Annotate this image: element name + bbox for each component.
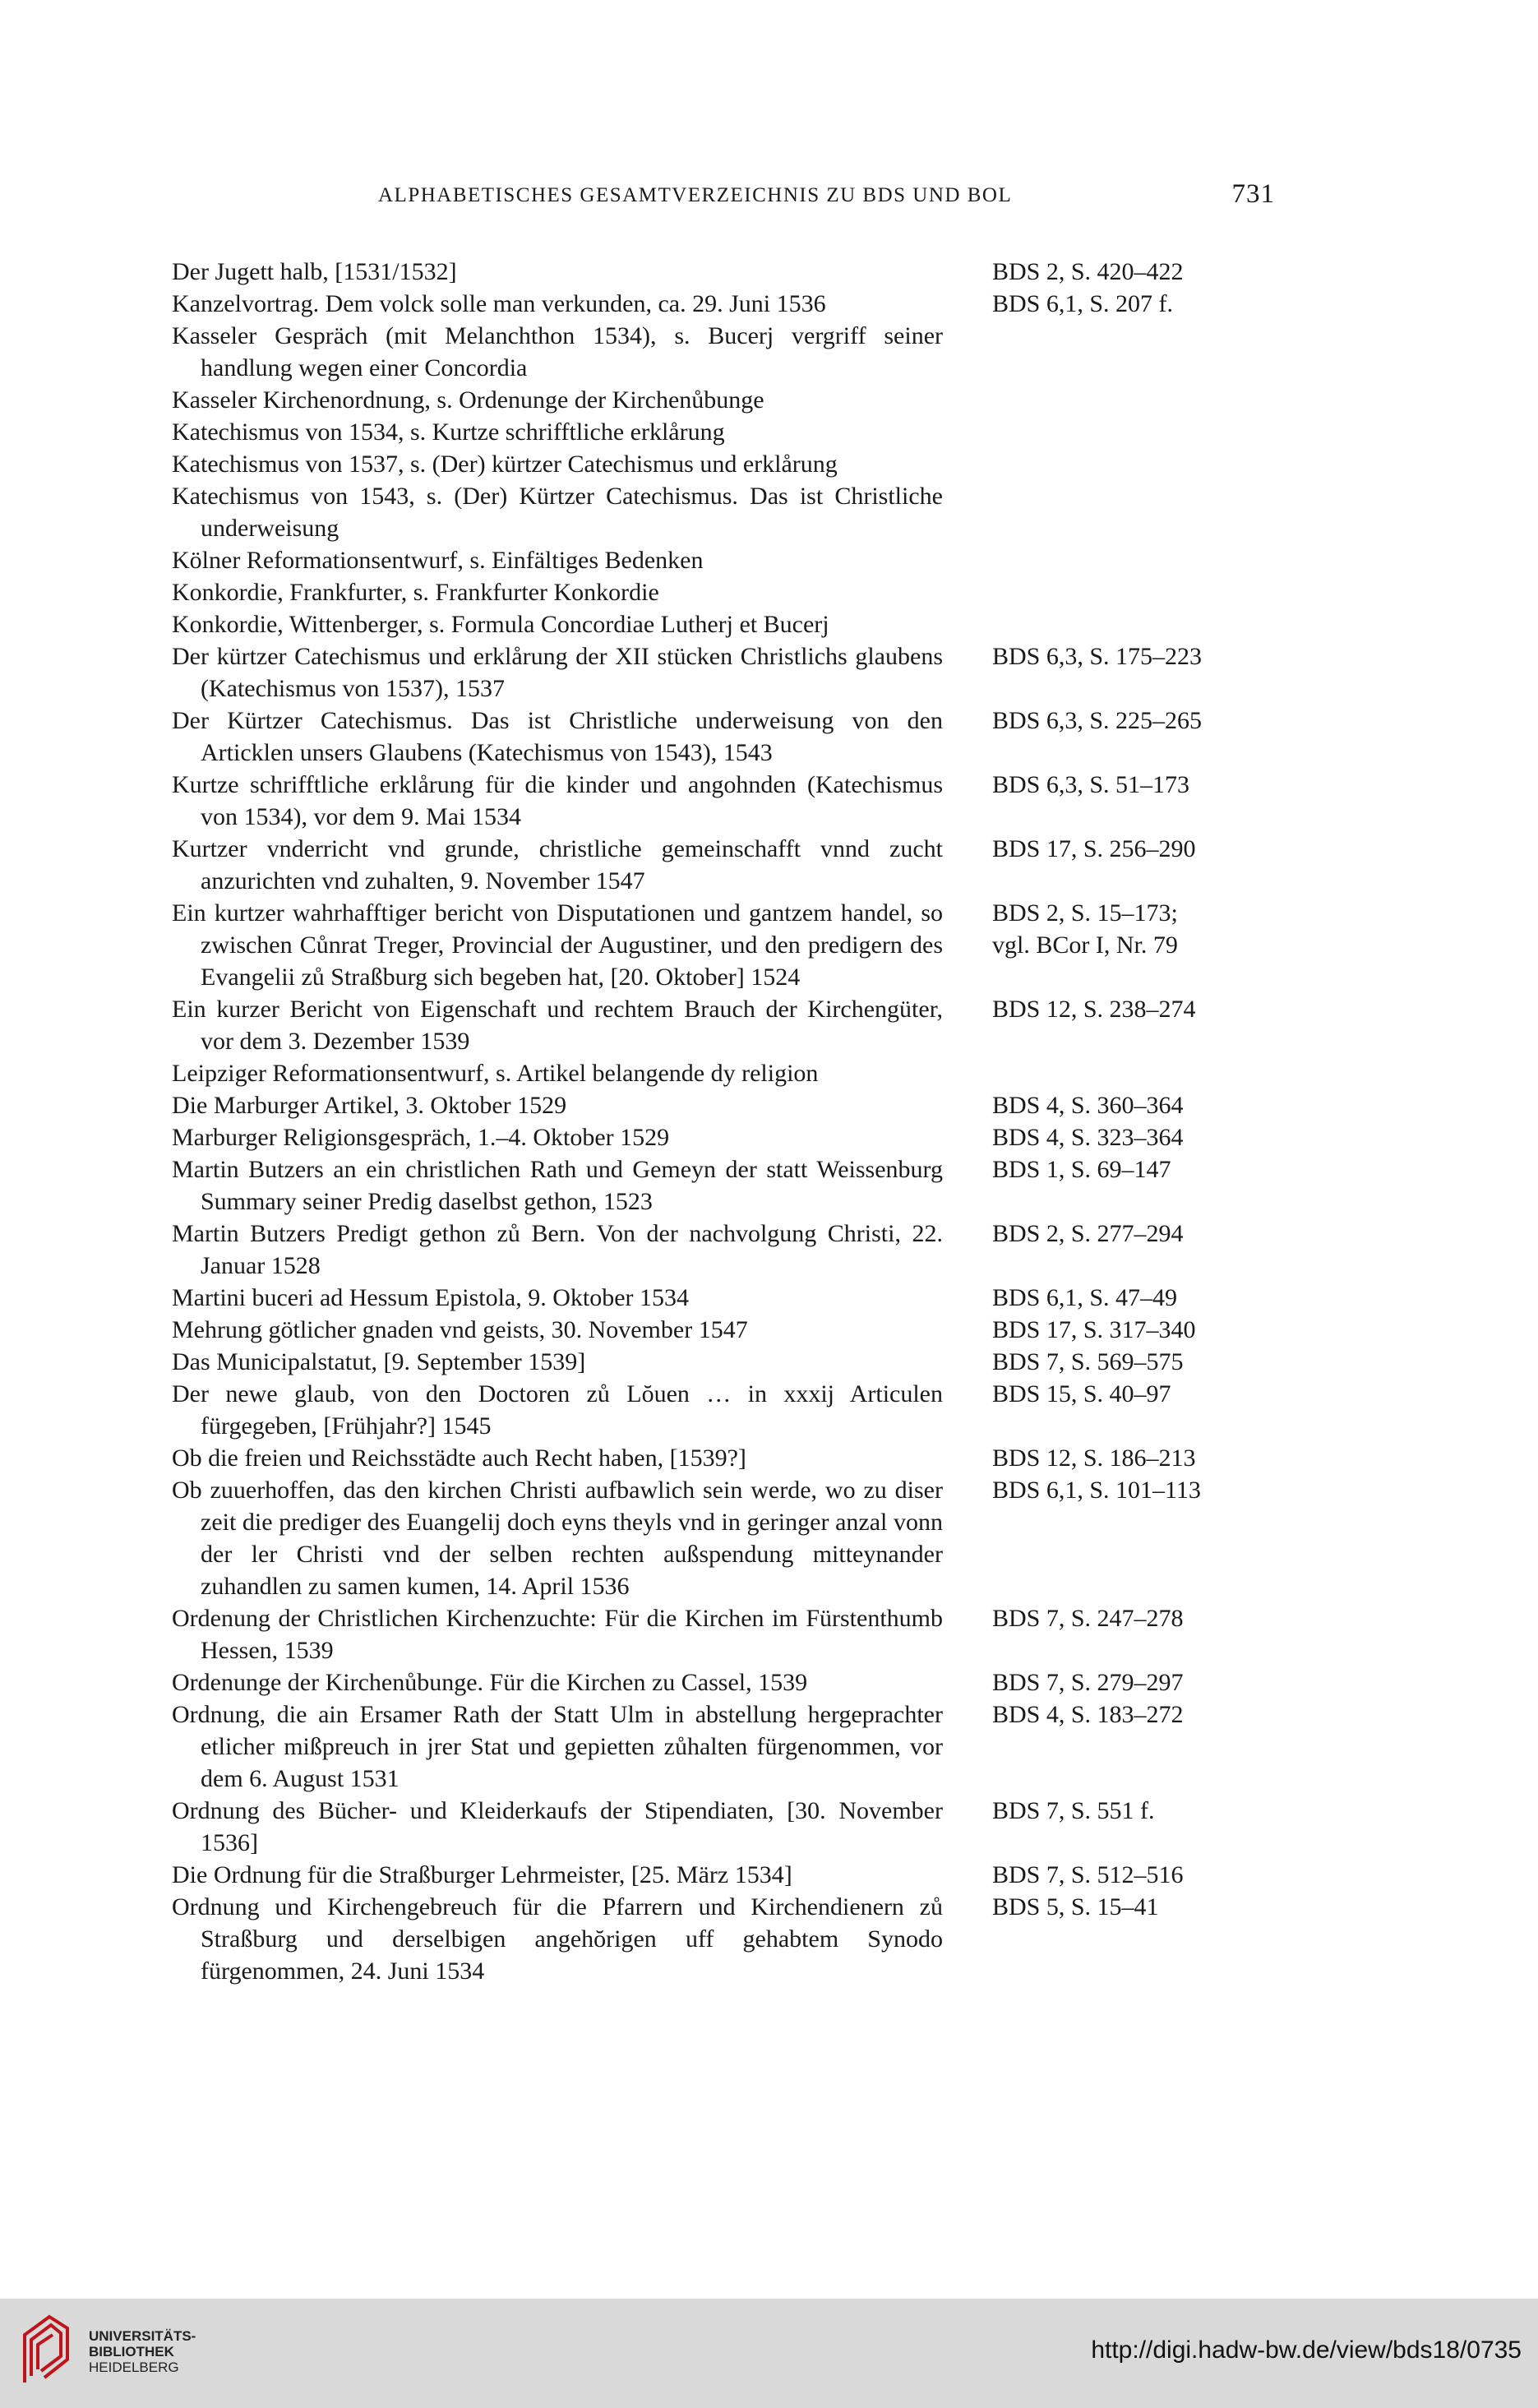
entry-reference: BDS 6,3, S. 225–265	[992, 707, 1203, 734]
entry-title: Kasseler Kirchenordnung, s. Ordenunge der Kirchenůbunge	[172, 386, 764, 414]
entry-title: Ordnung, die ain Ersamer Rath der Statt Ulm in abstellung hergeprachter etlicher mißpreuch in jrer Stat und gepietten zůhalten fürgenommen, vor dem 6. August 1531	[172, 1701, 943, 1792]
entry-reference: BDS 2, S. 420–422	[992, 258, 1184, 285]
entry-title: Mehrung götlicher gnaden vnd geists, 30. November 1547	[172, 1316, 748, 1343]
entry-title: Der newe glaub, von den Doctoren zů Lŏuen … in xxxij Articulen fürgegeben, [Frühjahr?] 1545	[172, 1380, 943, 1440]
index-entry	[172, 1474, 1273, 1602]
entry-reference: BDS 4, S. 360–364	[992, 1092, 1184, 1119]
entry-title: Ob die freien und Reichsstädte auch Recht haben, [1539?]	[172, 1444, 746, 1472]
index-entry	[172, 1153, 1273, 1218]
index-entry	[172, 1859, 1273, 1891]
index-entry	[172, 576, 1273, 608]
entry-title: Ob zuuerhoffen, das den kirchen Christi aufbawlich sein werde, wo zu diser zeit die prediger des Euangelij doch eyns theyls vnd in geringer anzal vonn der ler Christi vnd der selben rechten außspendung mitteynander zuhandlen zu samen kumen, 14. April 1536	[172, 1477, 943, 1600]
entry-title: Die Ordnung für die Straßburger Lehrmeister, [25. März 1534]	[172, 1861, 792, 1888]
entry-reference: BDS 2, S. 15–173; vgl. BCor I, Nr. 79	[992, 899, 1178, 959]
entry-reference: BDS 1, S. 69–147	[992, 1156, 1171, 1183]
entry-reference: BDS 4, S. 323–364	[992, 1124, 1184, 1151]
index-entry	[172, 1218, 1273, 1282]
entry-reference: BDS 6,3, S. 175–223	[992, 643, 1203, 670]
entry-reference: BDS 6,1, S. 101–113	[992, 1477, 1201, 1504]
entry-reference: BDS 12, S. 186–213	[992, 1444, 1196, 1472]
entry-reference: BDS 4, S. 183–272	[992, 1701, 1184, 1728]
header-title: ALPHABETISCHES GESAMTVERZEICHNIS ZU BDS UND BOL	[378, 184, 1013, 206]
library-logo-icon[interactable]	[16, 2310, 74, 2386]
entry-reference: BDS 7, S. 551 f.	[992, 1797, 1155, 1824]
entry-title: Leipziger Reformationsentwurf, s. Artikel belangende dy religion	[172, 1060, 819, 1087]
index-entry	[172, 1699, 1273, 1795]
entry-reference: BDS 6,1, S. 47–49	[992, 1284, 1178, 1311]
entry-title: Katechismus von 1537, s. (Der) kürtzer Catechismus und erklårung	[172, 451, 838, 478]
index-entry	[172, 1602, 1273, 1666]
entry-title: Martin Butzers Predigt gethon zů Bern. Von der nachvolgung Christi, 22. Januar 1528	[172, 1220, 943, 1279]
index-entry	[172, 416, 1273, 448]
entry-title: Ein kurzer Bericht von Eigenschaft und rechtem Brauch der Kirchengüter, vor dem 3. Dezember 1539	[172, 996, 943, 1055]
entry-title: Ordnung des Bücher- und Kleiderkaufs der Stipendiaten, [30. November 1536]	[172, 1797, 943, 1856]
entry-reference: BDS 7, S. 247–278	[992, 1605, 1184, 1632]
library-line-2: BIBLIOTHEK	[89, 2344, 174, 2359]
entry-title: Kölner Reformationsentwurf, s. Einfältiges Bedenken	[172, 547, 704, 574]
index-entry	[172, 1121, 1273, 1153]
entry-title: Konkordie, Wittenberger, s. Formula Concordiae Lutherj et Bucerj	[172, 611, 829, 638]
index-entries	[172, 256, 1273, 1987]
footer-bar	[0, 2299, 1538, 2408]
entry-reference: BDS 7, S. 279–297	[992, 1669, 1184, 1696]
index-entry	[172, 769, 1273, 833]
permalink-url[interactable]: http://digi.hadw-bw.de/view/bds18/0735	[1091, 2336, 1522, 2364]
index-entry	[172, 288, 1273, 320]
page-number: 731	[1231, 179, 1275, 209]
entry-reference: BDS 7, S. 569–575	[992, 1348, 1184, 1375]
entry-title: Kurtzer vnderricht vnd grunde, christliche gemeinschafft vnnd zucht anzurichten vnd zuhalten, 9. November 1547	[172, 835, 943, 894]
entry-reference: BDS 12, S. 238–274	[992, 996, 1196, 1023]
index-entry	[172, 1442, 1273, 1474]
entry-reference: BDS 6,1, S. 207 f.	[992, 290, 1174, 317]
index-entry	[172, 384, 1273, 416]
index-entry	[172, 480, 1273, 544]
entry-reference: BDS 5, S. 15–41	[992, 1893, 1159, 1920]
entry-title: Marburger Religionsgespräch, 1.–4. Oktober 1529	[172, 1124, 670, 1151]
index-entry	[172, 705, 1273, 769]
index-entry	[172, 1666, 1273, 1699]
index-entry	[172, 640, 1273, 705]
entry-title: Konkordie, Frankfurter, s. Frankfurter Konkordie	[172, 579, 659, 606]
entry-title: Der kürtzer Catechismus und erklårung der XII stücken Christlichs glaubens (Katechismus von 1537), 1537	[172, 643, 943, 702]
library-line-3: HEIDELBERG	[89, 2359, 179, 2375]
index-entry	[172, 1891, 1273, 1987]
entry-title: Die Marburger Artikel, 3. Oktober 1529	[172, 1092, 567, 1119]
library-name	[89, 2328, 196, 2375]
index-entry	[172, 1795, 1273, 1859]
index-entry	[172, 448, 1273, 480]
entry-title: Ordenunge der Kirchenůbunge. Für die Kirchen zu Cassel, 1539	[172, 1669, 808, 1696]
entry-title: Ordenung der Christlichen Kirchenzuchte: Für die Kirchen im Fürstenthumb Hessen, 1539	[172, 1605, 943, 1664]
index-entry	[172, 320, 1273, 384]
index-entry	[172, 993, 1273, 1057]
entry-reference: BDS 17, S. 256–290	[992, 835, 1196, 862]
index-entry	[172, 1282, 1273, 1314]
entry-reference: BDS 15, S. 40–97	[992, 1380, 1171, 1407]
index-entry	[172, 544, 1273, 576]
entry-title: Ordnung und Kirchengebreuch für die Pfarrern und Kirchendienern zů Straßburg und derselbigen angehŏrigen uff gehabtem Synodo fürgenommen, 24. Juni 1534	[172, 1893, 943, 1985]
index-entry	[172, 897, 1273, 993]
entry-reference: BDS 7, S. 512–516	[992, 1861, 1184, 1888]
entry-title: Kasseler Gespräch (mit Melanchthon 1534), s. Bucerj vergriff seiner handlung wegen einer Concordia	[172, 322, 943, 381]
index-entry	[172, 256, 1273, 288]
index-entry	[172, 608, 1273, 640]
entry-title: Martini buceri ad Hessum Epistola, 9. Oktober 1534	[172, 1284, 690, 1311]
entry-reference: BDS 17, S. 317–340	[992, 1316, 1196, 1343]
entry-title: Der Kürtzer Catechismus. Das ist Christliche underweisung von den Articklen unsers Glaubens (Katechismus von 1543), 1543	[172, 707, 943, 766]
entry-title: Katechismus von 1534, s. Kurtze schrifftliche erklårung	[172, 418, 725, 446]
index-entry	[172, 1378, 1273, 1442]
index-entry	[172, 1314, 1273, 1346]
entry-title: Katechismus von 1543, s. (Der) Kürtzer Catechismus. Das ist Christliche underweisung	[172, 483, 943, 542]
entry-reference: BDS 6,3, S. 51–173	[992, 771, 1190, 798]
entry-title: Kurtze schrifftliche erklårung für die kinder und angohnden (Katechismus von 1534), vor dem 9. Mai 1534	[172, 771, 943, 830]
library-line-1: UNIVERSITÄTS-	[89, 2328, 196, 2344]
entry-reference: BDS 2, S. 277–294	[992, 1220, 1184, 1247]
entry-title: Martin Butzers an ein christlichen Rath und Gemeyn der statt Weissenburg Summary seiner Predig daselbst gethon, 1523	[172, 1156, 943, 1215]
entry-title: Kanzelvortrag. Dem volck solle man verkunden, ca. 29. Juni 1536	[172, 290, 826, 317]
index-entry	[172, 1346, 1273, 1378]
index-entry	[172, 833, 1273, 897]
entry-title: Ein kurtzer wahrhafftiger bericht von Disputationen und gantzem handel, so zwischen Cůnrat Treger, Provincial der Augustiner, und den predigern des Evangelii zů Straßburg sich begeben hat, [20. Oktober] 1524	[172, 899, 943, 991]
index-entry	[172, 1089, 1273, 1121]
index-entry	[172, 1057, 1273, 1089]
entry-title: Das Municipalstatut, [9. September 1539]	[172, 1348, 586, 1375]
entry-title: Der Jugett halb, [1531/1532]	[172, 258, 457, 285]
